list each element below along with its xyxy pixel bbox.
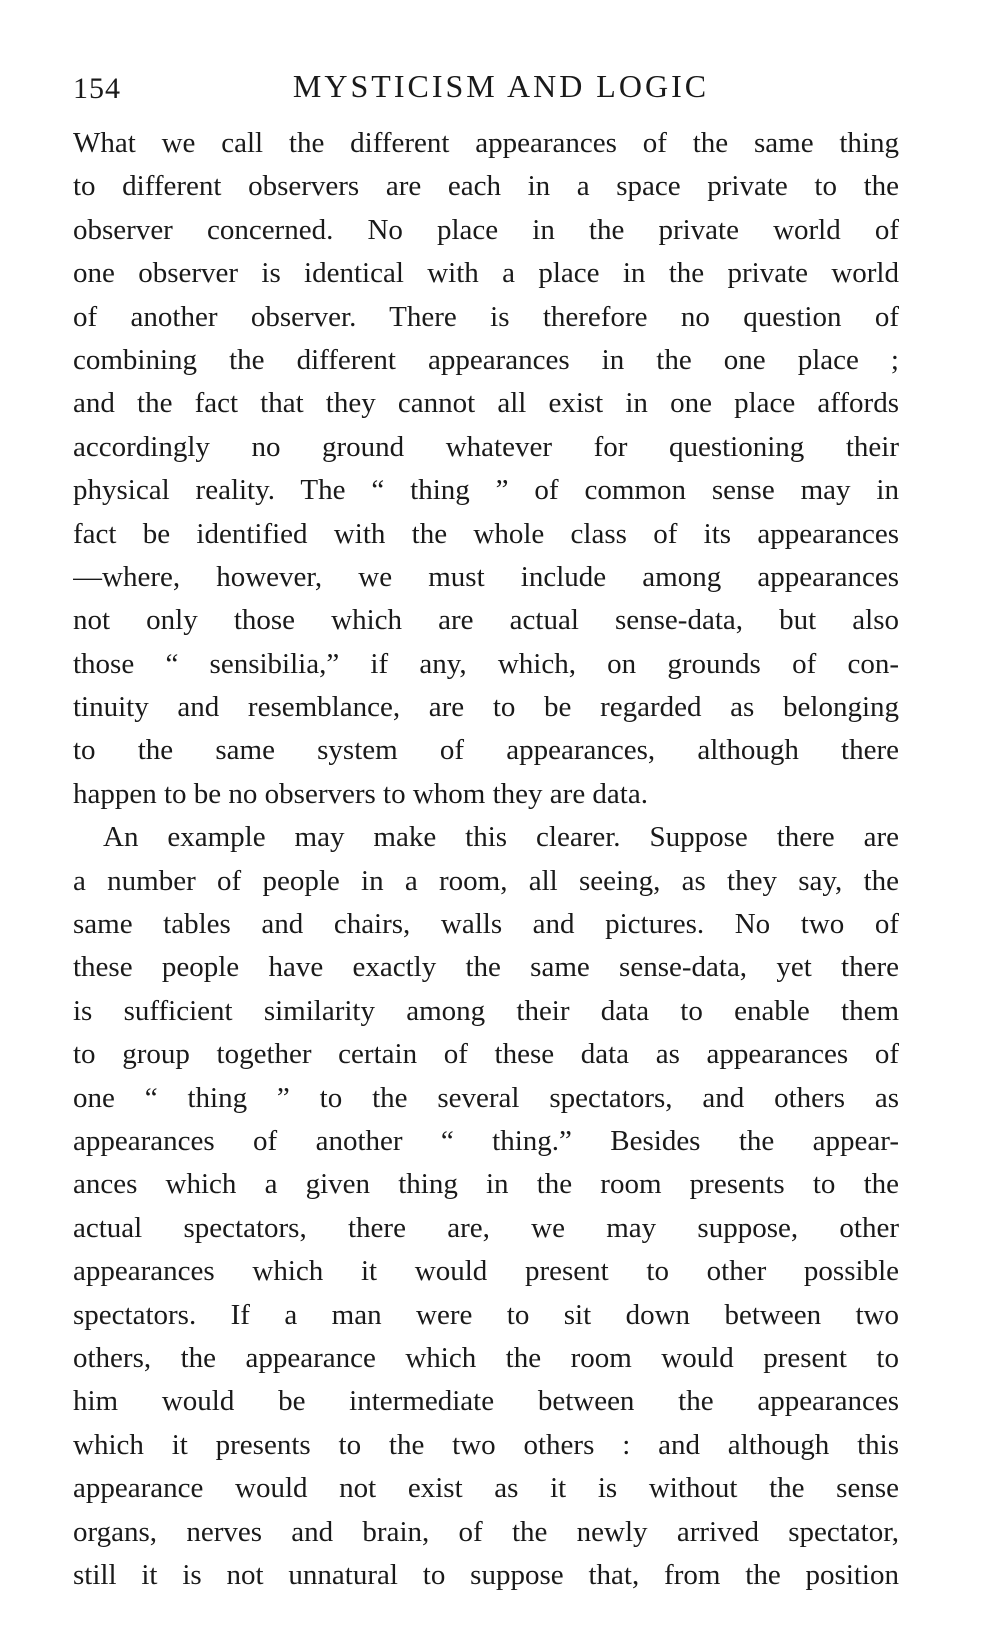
text-line: those “ sensibilia,” if any, which, on grounds of con- bbox=[73, 647, 899, 680]
text-line: combining the different appearances in the one place ; bbox=[73, 343, 899, 376]
text-line: to different observers are each in a space private to the bbox=[73, 170, 899, 203]
book-page bbox=[73, 62, 899, 1597]
text-line: and the fact that they cannot all exist in one place affords bbox=[73, 387, 899, 420]
text-line: spectators. If a man were to sit down between two bbox=[73, 1298, 899, 1331]
text-line: not only those which are actual sense-data, but also bbox=[73, 604, 899, 637]
running-title: MYSTICISM AND LOGIC bbox=[292, 68, 710, 104]
text-line: organs, nerves and brain, of the newly arrived spectator, bbox=[73, 1515, 899, 1548]
text-line: appearance would not exist as it is without the sense bbox=[73, 1472, 899, 1505]
text-line: one “ thing ” to the several spectators, and others as bbox=[73, 1081, 899, 1114]
text-line: physical reality. The “ thing ” of common sense may in bbox=[73, 474, 899, 507]
text-line: a number of people in a room, all seeing, as they say, the bbox=[73, 864, 899, 897]
paragraph-2 bbox=[73, 816, 899, 1597]
text-line: appearances which it would present to other possible bbox=[73, 1255, 899, 1288]
text-line: of another observer. There is therefore no question of bbox=[73, 300, 899, 333]
body-text bbox=[73, 122, 899, 1597]
text-line: happen to be no observers to whom they are data. bbox=[73, 777, 648, 810]
text-line: appearances of another “ thing.” Besides the appear- bbox=[73, 1124, 899, 1157]
text-line: these people have exactly the same sense-data, yet there bbox=[73, 951, 899, 984]
text-line: What we call the different appearances of the same thing bbox=[73, 127, 899, 159]
text-line: him would be intermediate between the appearances bbox=[73, 1385, 899, 1418]
text-line: to the same system of appearances, although there bbox=[73, 734, 899, 767]
text-line: still it is not unnatural to suppose that, from the position bbox=[73, 1558, 899, 1591]
text-line: tinuity and resemblance, are to be regarded as belonging bbox=[73, 691, 899, 724]
text-line: to group together certain of these data as appearances of bbox=[73, 1038, 899, 1071]
text-line: is sufficient similarity among their data to enable them bbox=[73, 994, 899, 1027]
text-line: actual spectators, there are, we may suppose, other bbox=[73, 1211, 899, 1244]
text-line: fact be identified with the whole class of its appearances bbox=[73, 517, 899, 550]
paragraph-1 bbox=[73, 122, 899, 816]
page-number: 154 bbox=[73, 72, 121, 105]
text-line: ances which a given thing in the room presents to the bbox=[73, 1168, 899, 1201]
text-line: which it presents to the two others : and although this bbox=[73, 1428, 899, 1461]
text-line: same tables and chairs, walls and pictures. No two of bbox=[73, 908, 899, 941]
text-line: —where, however, we must include among appearances bbox=[73, 560, 899, 593]
page-header bbox=[73, 62, 899, 110]
text-line: An example may make this clearer. Suppose there are bbox=[103, 821, 899, 854]
text-line: one observer is identical with a place in the private world bbox=[73, 257, 899, 290]
text-line: accordingly no ground whatever for questioning their bbox=[73, 430, 899, 463]
text-line: observer concerned. No place in the private world of bbox=[73, 213, 899, 246]
text-line: others, the appearance which the room would present to bbox=[73, 1341, 899, 1374]
